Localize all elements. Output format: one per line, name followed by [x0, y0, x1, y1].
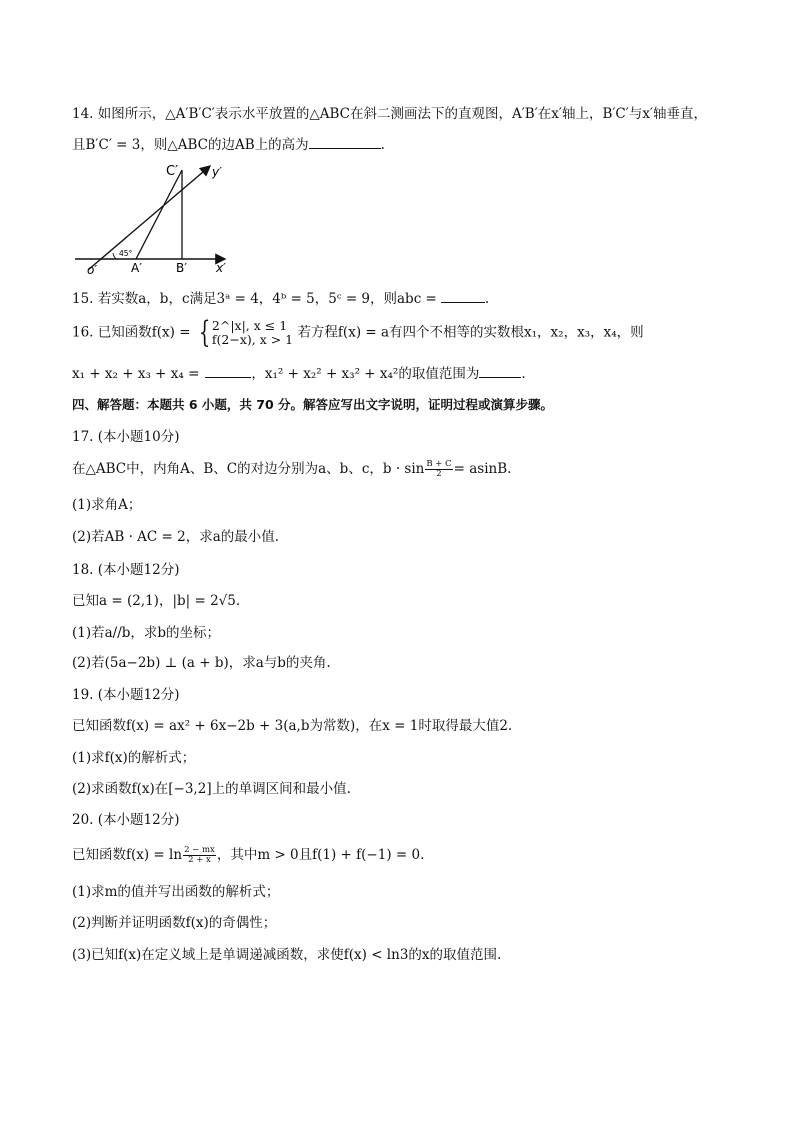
q18-stem: 已知a = (2,1)，|b| = 2√5. [72, 593, 241, 609]
q17-stem [72, 460, 511, 479]
q19-part2: (2)求函数f(x)在[−3,2]上的单调区间和最小值. [72, 781, 351, 797]
q20-stem-post: ，其中m > 0且f(1) + f(−1) = 0. [216, 847, 425, 863]
q19-part1: (1)求f(x)的解析式； [72, 750, 196, 766]
label-angle: 45° [119, 249, 133, 258]
q17-stem-pre: 在△ABC中，内角A、B、C的对边分别为a、b、c，b · sin [72, 461, 425, 477]
label-x: x′ [216, 261, 226, 275]
answer-blank [205, 364, 251, 378]
numerator: 2 − mx [184, 845, 215, 855]
q20-stem [72, 846, 424, 865]
q14-figure [70, 158, 240, 280]
q16-line1 [72, 315, 644, 350]
q18-header: 18. (本小题12分) [72, 562, 180, 578]
y-axis [88, 166, 210, 270]
q16-sum: x₁ + x₂ + x₃ + x₄ = [72, 366, 200, 382]
segment-ac [136, 170, 182, 259]
q20-stem-pre: 已知函数f(x) = ln [72, 847, 183, 863]
q17-part2: (2)若AB · AC = 2，求a的最小值. [72, 529, 280, 545]
label-c: C′ [166, 164, 179, 179]
q20-part2: (2)判断并证明函数f(x)的奇偶性； [72, 915, 277, 931]
section-heading: 四、解答题：本题共 6 小题，共 70 分。解答应写出文字说明，证明过程或演算步骤。 [72, 397, 554, 412]
label-a: A′ [131, 261, 142, 275]
q17-stem-post: = asinB. [453, 461, 512, 477]
q17-part1: (1)求角A； [72, 497, 142, 513]
q16-line2: x₁ + x₂ + x₃ + x₄ = ，x₁² + x₂² + x₃² + x₄²的取值范围为 . [72, 366, 526, 382]
fraction [183, 846, 216, 865]
fraction [425, 460, 452, 479]
label-o: o′ [87, 263, 98, 277]
q16-prefix: 16. 已知函数f(x) = [72, 324, 191, 341]
angle-arc [113, 253, 116, 259]
answer-blank [479, 364, 521, 378]
q19-header: 19. (本小题12分) [72, 687, 180, 703]
denominator: 2 [436, 469, 442, 479]
q19-stem: 已知函数f(x) = ax² + 6x−2b + 3(a,b为常数)，在x = 1时取得最大值2. [72, 718, 513, 734]
case-2: f(2−x), x > 1 [211, 332, 294, 347]
q20-part1: (1)求m的值并写出函数的解析式； [72, 884, 280, 900]
q16-range: ，x₁² + x₂² + x₃² + x₄²的取值范围为 [251, 366, 480, 382]
q18-part2: (2)若(5a−2b) ⊥ (a + b)，求a与b的夹角. [72, 655, 331, 671]
q14-line2-text: 且B′C′ = 3，则△ABC的边AB上的高为 [72, 137, 309, 153]
piecewise-definition [195, 315, 294, 350]
denominator: 2 + x [188, 855, 211, 865]
q14-line1: 14. 如图所示，△A′B′C′表示水平放置的△ABC在斜二测画法下的直观图，A′B′在x′轴上，B′C′与x′轴垂直， [72, 106, 708, 122]
q15-line: 15. 若实数a，b，c满足3ᵃ = 4，4ᵇ = 5，5ᶜ = 9，则abc = . [72, 291, 490, 307]
q20-part3: (3)已知f(x)在定义域上是单调递减函数，求使f(x) < ln3的x的取值范围. [72, 947, 502, 963]
q15-text: 15. 若实数a，b，c满足3ᵃ = 4，4ᵇ = 5，5ᶜ = 9，则abc = [72, 291, 437, 307]
numerator: B + C [426, 459, 452, 469]
q14-line2: 且B′C′ = 3，则△ABC的边AB上的高为 . [72, 137, 385, 153]
q20-header: 20. (本小题12分) [72, 812, 180, 828]
label-b: B′ [176, 261, 187, 275]
case-1: 2^|x|, x ≤ 1 [211, 318, 288, 333]
q16-suffix: 若方程f(x) = a有四个不相等的实数根x₁，x₂，x₃，x₄，则 [297, 324, 644, 341]
answer-blank [309, 135, 381, 149]
q17-header: 17. (本小题10分) [72, 429, 180, 445]
label-y: y′ [212, 165, 222, 179]
answer-blank [441, 289, 485, 303]
brace-icon: { [198, 315, 211, 350]
q18-part1: (1)若a//b，求b的坐标； [72, 625, 221, 641]
